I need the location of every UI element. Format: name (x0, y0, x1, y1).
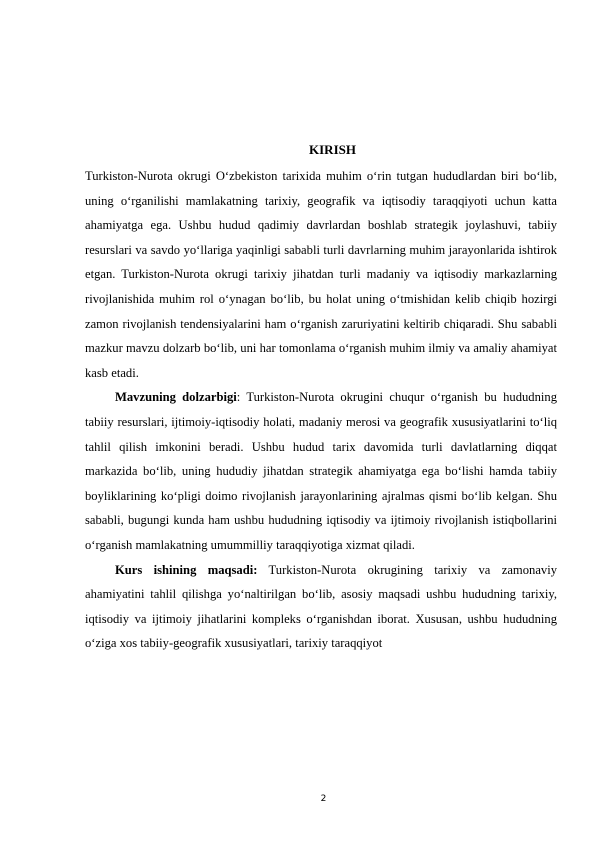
paragraph-text: Turkiston-Nurota okrugi O‘zbekiston tarixida muhim o‘rin tutgan hududlardan biri bo‘lib, uning o‘rganilishi mamlakatning tarixiy, geografik va iqtisodiy taraqqiyoti uchun katta ahamiyatga ega. Ushbu hudud qadimiy davrlardan boshlab strategik joylashuvi, tabiiy resurslari va savdo yo‘llariga yaqinligi sababli turli davrlarning muhim jarayonlarida ishtirok etgan. Turkiston-Nurota okrugi tarixiy jihatdan turli madaniy va iqtisodiy markazlarning rivojlanishida muhim rol o‘ynagan bo‘lib, bu holat uning o‘tmishidan kelib chiqib hozirgi zamon rivojlanish tendensiyalarini ham o‘rganish zaruriyatini keltirib chiqaradi. Shu sababli mazkur mavzu dolzarb bo‘lib, uni har tomonlama o‘rganish muhim ilmiy va amaliy ahamiyat kasb etadi. (85, 169, 557, 380)
body-text (85, 164, 557, 656)
paragraph-relevance (85, 385, 557, 557)
paragraph-text: Turkiston-Nurota okrugining tarixiy va zamonaviy ahamiyatini tahlil qilishga yo‘naltirilgan bo‘lib, asosiy maqsadi ushbu hududning tarixiy, iqtisodiy va ijtimoiy jihatlarini kompleks o‘rganishdan iborat. Xususan, ushbu hududning o‘ziga xos tabiiy-geografik xususiyatlari, tarixiy taraqqiyot (85, 562, 557, 651)
paragraph-text: : Turkiston-Nurota okrugini chuqur o‘rganish bu hududning tabiiy resurslari, ijtimoiy-iqtisodiy holati, madaniy merosi va geografik xususiyatlarini to‘liq tahlil qilish imkonini beradi. Ushbu hudud tarix davomida turli davlatlarning diqqat markazida bo‘lib, uning hududiy jihatdan strategik ahamiyatga ega bo‘lishi hamda tabiiy boyliklarining ko‘pligi doimo rivojlanish jarayonlarining ajralmas qismi bo‘lib kelgan. Shu sababli, bugungi kunda ham ushbu hududning iqtisodiy va ijtimoiy rivojlanish istiqbollarini o‘rganish mamlakatning umummilliy taraqqiyotiga xizmat qiladi. (85, 390, 557, 552)
paragraph-intro (85, 164, 557, 385)
section-title: KIRISH (309, 142, 356, 157)
paragraph-goal (85, 558, 557, 656)
paragraph-lead: Kurs ishining maqsadi: (115, 562, 258, 577)
paragraph-lead: Mavzuning dolzarbigi (115, 390, 237, 405)
page-number: 2 (320, 794, 327, 804)
